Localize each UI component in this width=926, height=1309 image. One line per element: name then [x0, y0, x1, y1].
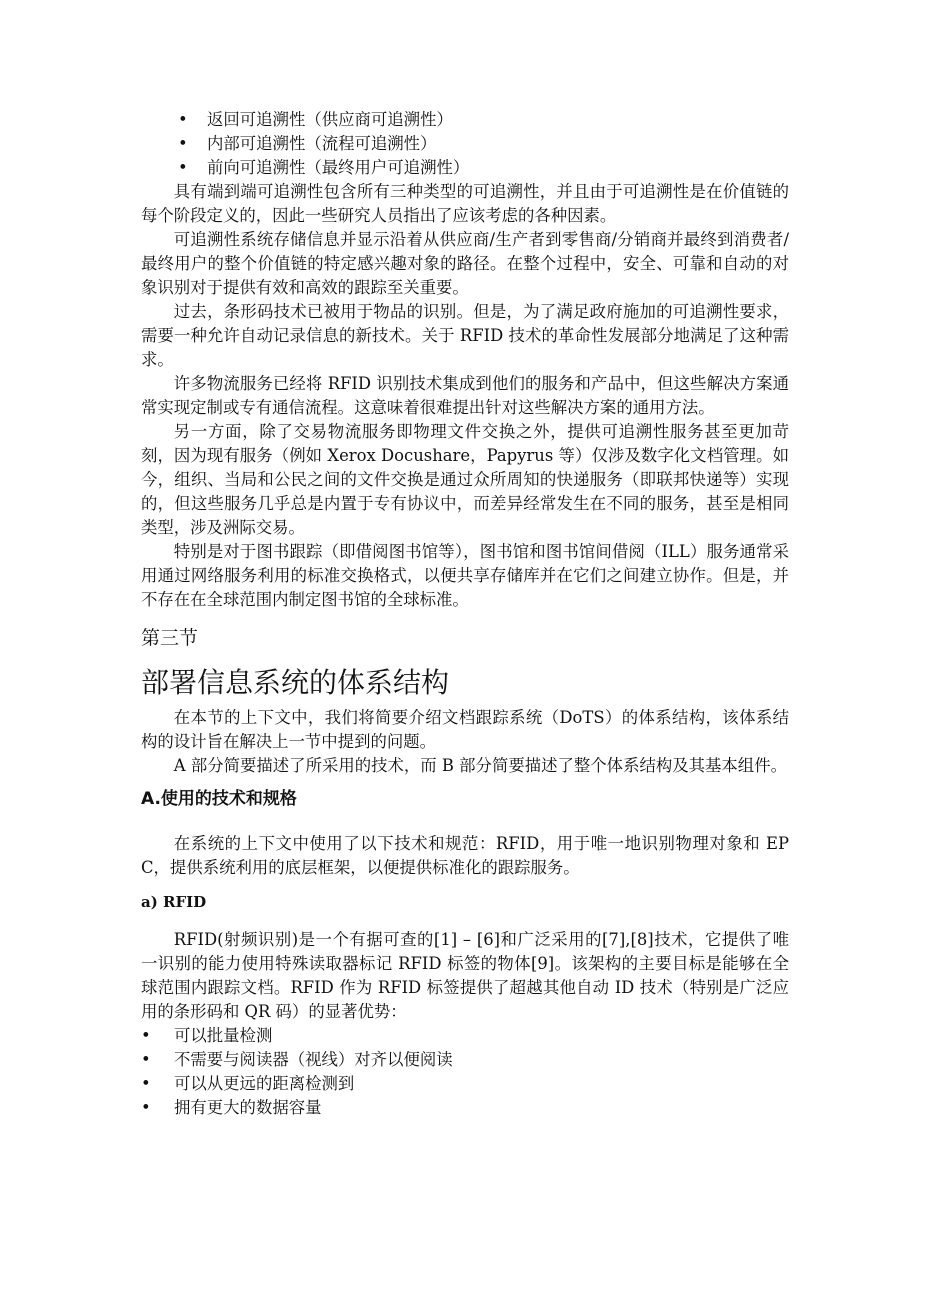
document-page	[141, 108, 789, 1120]
list-item	[141, 1072, 789, 1096]
paragraph: 具有端到端可追溯性包含所有三种类型的可追溯性，并且由于可追溯性是在价值链的每个阶段定义的，因此一些研究人员指出了应该考虑的各种因素。	[141, 182, 789, 225]
list-item	[141, 1024, 789, 1048]
list-item-text: 前向可追溯性（最终用户可追溯性）	[207, 158, 470, 177]
paragraph: A 部分简要描述了所采用的技术，而 B 部分简要描述了整个体系结构及其基本组件。	[173, 756, 787, 775]
list-item	[141, 156, 789, 180]
paragraph: 许多物流服务已经将 RFID 识别技术集成到他们的服务和产品中，但这些解决方案通常实现定制或专有通信流程。这意味着很难提出针对这些解决方案的通用方法。	[141, 374, 789, 417]
list-item	[141, 1048, 789, 1072]
paragraph: 可追溯性系统存储信息并显示沿着从供应商/生产者到零售商/分销商并最终到消费者/最终用户的整个价值链的特定感兴趣对象的路径。在整个过程中，安全、可靠和自动的对象识别对于提供有效和高效的跟踪至关重要。	[141, 230, 789, 297]
list-item-text: 可以从更远的距离检测到	[174, 1074, 355, 1093]
bullet-icon: •	[141, 1050, 151, 1069]
paragraph: 在本节的上下文中，我们将简要介绍文档跟踪系统（DoTS）的体系结构，该体系结构的设计旨在解决上一节中提到的问题。	[141, 708, 789, 751]
bullet-icon: •	[178, 134, 188, 153]
paragraph: RFID(射频识别)是一个有据可查的[1] – [6]和广泛采用的[7],[8]技术，它提供了唯一识别的能力使用特殊读取器标记 RFID 标签的物体[9]。该架构的主要目标是能够在全球范围内跟踪文档。RFID 作为 RFID 标签提供了超越其他自动 ID 技术（特别是广泛应用的条形码和 QR 码）的显著优势：	[141, 930, 789, 1021]
bullet-icon: •	[178, 158, 188, 177]
list-item-text: 返回可追溯性（供应商可追溯性）	[207, 110, 453, 129]
list-item-text: 可以批量检测	[174, 1026, 273, 1045]
list-item	[141, 108, 789, 132]
rfid-advantages-list	[141, 1024, 789, 1120]
bullet-icon: •	[141, 1074, 151, 1093]
chapter-title: 部署信息系统的体系结构	[141, 666, 450, 699]
bullet-icon: •	[178, 110, 188, 129]
list-item-text: 内部可追溯性（流程可追溯性）	[207, 134, 437, 153]
list-item-text: 拥有更大的数据容量	[174, 1098, 322, 1117]
list-item	[141, 132, 789, 156]
subsection-heading: A.使用的技术和规格	[141, 789, 297, 809]
paragraph: 另一方面，除了交易物流服务即物理文件交换之外，提供可追溯性服务甚至更加苛刻，因为现有服务（例如 Xerox Docushare，Papyrus 等）仅涉及数字化文档管理。如今，组织、当局和公民之间的文件交换是通过众所周知的快递服务（即联邦快递等）实现的，但这些服务几乎总是内置于专有协议中，而差异经常发生在不同的服务，甚至是相同类型，涉及洲际交易。	[141, 422, 789, 537]
paragraph: 特别是对于图书跟踪（即借阅图书馆等），图书馆和图书馆间借阅（ILL）服务通常采用通过网络服务利用的标准交换格式，以便共享存储库并在它们之间建立协作。但是，并不存在在全球范围内制定图书馆的全球标准。	[141, 542, 789, 609]
section-label: 第三节	[141, 627, 199, 649]
list-item-text: 不需要与阅读器（视线）对齐以便阅读	[174, 1050, 453, 1069]
bullet-icon: •	[141, 1026, 151, 1045]
paragraph: 在系统的上下文中使用了以下技术和规范：RFID，用于唯一地识别物理对象和 EPC，提供系统利用的底层框架，以便提供标准化的跟踪服务。	[141, 834, 789, 877]
subsubsection-heading: a) RFID	[141, 893, 207, 911]
traceability-types-list	[141, 108, 789, 180]
bullet-icon: •	[141, 1098, 151, 1117]
paragraph: 过去，条形码技术已被用于物品的识别。但是，为了满足政府施加的可追溯性要求，需要一种允许自动记录信息的新技术。关于 RFID 技术的革命性发展部分地满足了这种需求。	[141, 302, 789, 369]
list-item	[141, 1096, 789, 1120]
